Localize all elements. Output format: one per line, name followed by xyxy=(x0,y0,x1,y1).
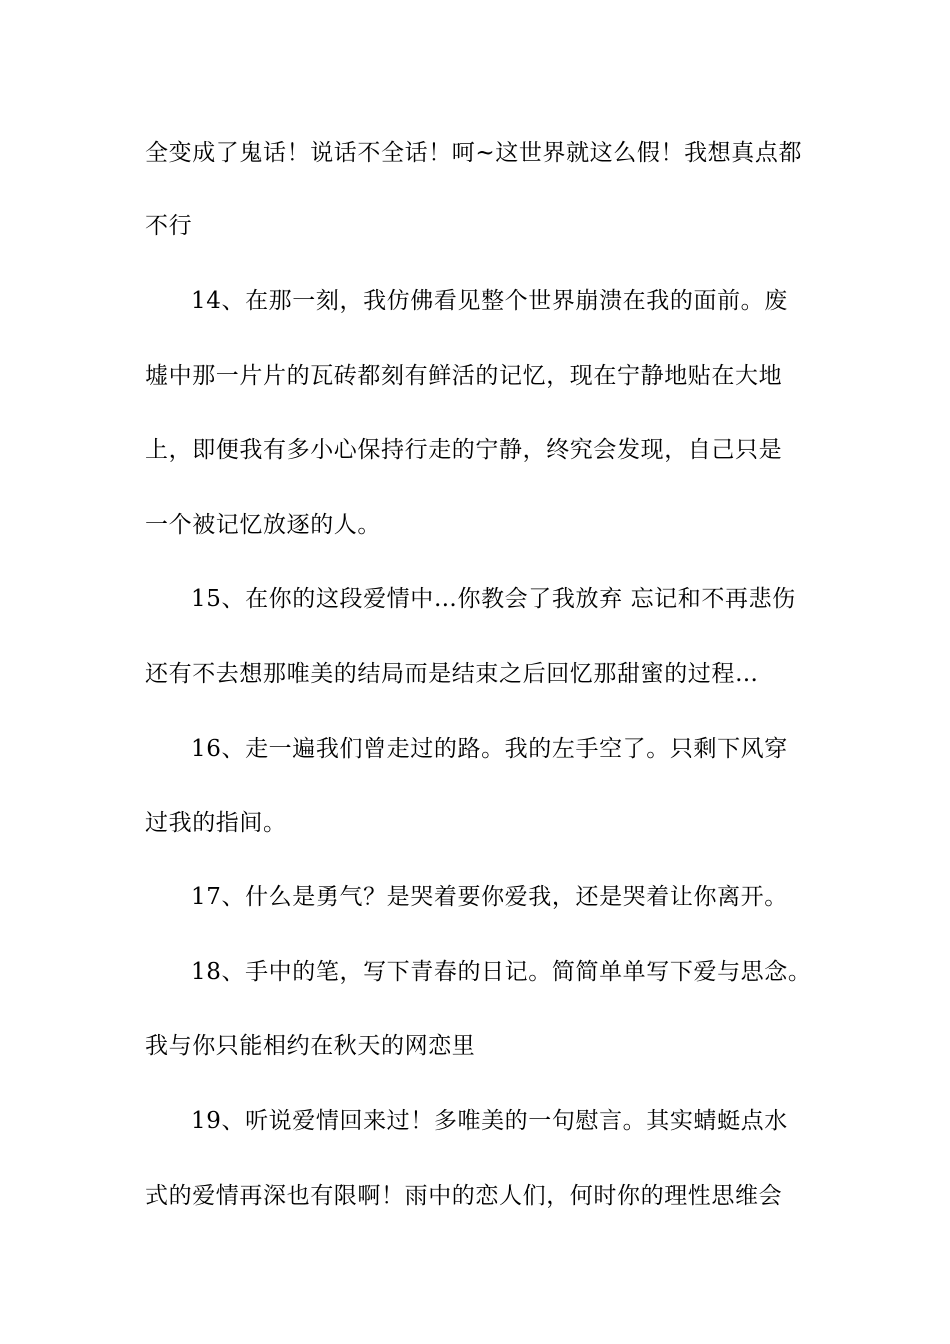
text-line: 墟中那一片片的瓦砖都刻有鲜活的记忆，现在宁静地贴在大地 xyxy=(145,363,783,389)
paragraph-15-start: 15、在你的这段爱情中…你教会了我放弃 忘记和不再悲伤 xyxy=(191,586,796,612)
text-line: 不行 xyxy=(145,213,193,239)
text-line: 还有不去想那唯美的结局而是结束之后回忆那甜蜜的过程… xyxy=(145,661,759,687)
text-line: 一个被记忆放逐的人。 xyxy=(145,512,381,538)
paragraph-14-start: 14、在那一刻，我仿佛看见整个世界崩溃在我的面前。废 xyxy=(191,288,788,314)
text-line: 我与你只能相约在秋天的网恋里 xyxy=(145,1033,476,1059)
paragraph-19-start: 19、听说爱情回来过！多唯美的一句慰言。其实蜻蜓点水 xyxy=(191,1108,788,1134)
text-line: 上，即便我有多小心保持行走的宁静，终究会发现，自己只是 xyxy=(145,437,783,463)
paragraph-16-start: 16、走一遍我们曾走过的路。我的左手空了。只剩下风穿 xyxy=(191,736,788,762)
text-line: 全变成了鬼话！说话不全话！呵~这世界就这么假！我想真点都 xyxy=(145,140,803,166)
paragraph-17-start: 17、什么是勇气？是哭着要你爱我，还是哭着让你离开。 xyxy=(191,884,788,910)
text-line: 过我的指间。 xyxy=(145,810,287,836)
text-line: 式的爱情再深也有限啊！雨中的恋人们，何时你的理性思维会 xyxy=(145,1183,783,1209)
paragraph-18-start: 18、手中的笔，写下青春的日记。简简单单写下爱与思念。 xyxy=(191,959,812,985)
